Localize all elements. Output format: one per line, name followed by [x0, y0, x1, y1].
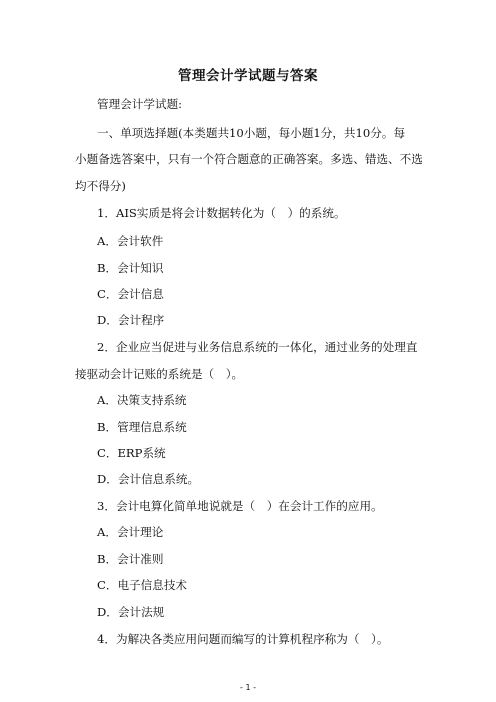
page-number: - 1 - — [240, 683, 256, 692]
document-title: 管理会计学试题与答案 — [178, 68, 318, 84]
question-1-option-d: D．会计程序 — [97, 313, 165, 327]
question-2-option-a: A．决策支持系统 — [97, 393, 187, 407]
question-1-stem: 1．AIS实质是将会计数据转化为（ ）的系统。 — [97, 206, 346, 220]
question-3-option-c: C．电子信息技术 — [97, 578, 188, 592]
question-3-option-a: A．会计理论 — [97, 525, 164, 539]
section-intro-line-1: 一、单项选择题(本类题共10小题，每小题1分，共10分。每 — [97, 126, 406, 140]
question-1-option-a: A．会计软件 — [97, 234, 164, 248]
question-3-option-d: D．会计法规 — [97, 605, 165, 619]
question-2-option-d: D．会计信息系统。 — [97, 472, 200, 486]
question-2-stem-line-2: 接驱动会计记账的系统是（ ）。 — [75, 367, 244, 381]
question-2-option-b: B．管理信息系统 — [97, 420, 187, 434]
question-1-option-b: B．会计知识 — [97, 261, 164, 275]
section-intro-line-2: 小题备选答案中，只有一个符合题意的正确答案。多选、错选、不选 — [75, 152, 423, 166]
document-heading: 管理会计学试题: — [97, 97, 183, 111]
question-2-stem-line-1: 2．企业应当促进与业务信息系统的一体化，通过业务的处理直 — [97, 340, 418, 354]
question-3-stem: 3．会计电算化简单地说就是（ ）在会计工作的应用。 — [97, 499, 383, 513]
question-2-option-c: C．ERP系统 — [97, 446, 166, 460]
question-1-option-c: C．会计信息 — [97, 287, 164, 301]
section-intro-line-3: 均不得分) — [75, 179, 126, 193]
question-4-stem: 4．为解决各类应用问题而编写的计算机程序称为（ ）。 — [97, 632, 389, 646]
question-3-option-b: B．会计准则 — [97, 552, 164, 566]
